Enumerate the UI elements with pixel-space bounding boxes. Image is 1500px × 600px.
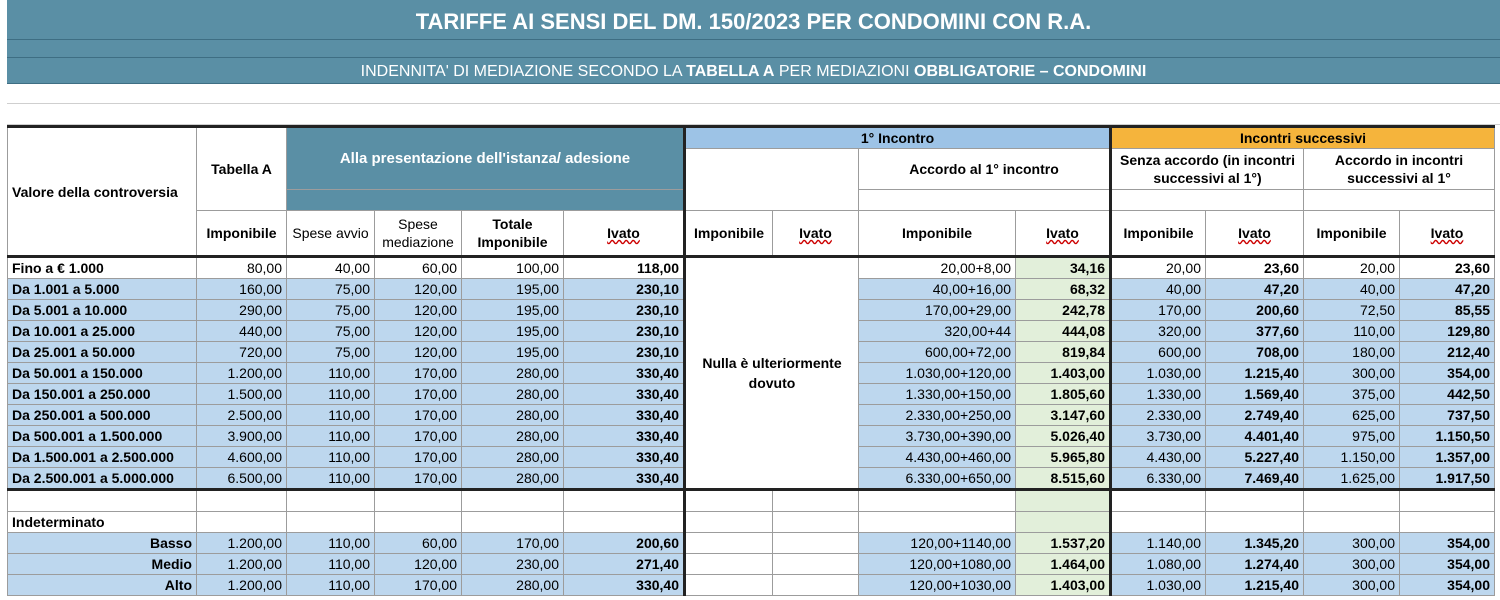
- cell-spese-mediazione: 120,00: [375, 342, 462, 363]
- cell-ivato: 230,10: [564, 300, 685, 321]
- cell-totale-imponibile: 280,00: [462, 575, 564, 596]
- cell-accordo-primo-ivato: 242,78: [1016, 300, 1111, 321]
- cell-imponibile: 80,00: [197, 257, 287, 279]
- table-cell: [1111, 512, 1206, 533]
- header-row: [8, 127, 1495, 149]
- cell-imponibile: 1.200,00: [197, 575, 287, 596]
- table-cell: [1111, 490, 1206, 512]
- cell-accordo-successivi: 300,00: [1304, 554, 1400, 575]
- header-ivato: Ivato: [773, 211, 859, 257]
- header-presentazione: Alla presentazione dell'istanza/ adesione: [287, 127, 685, 190]
- cell-totale-imponibile: 280,00: [462, 384, 564, 405]
- cell-accordo-successivi: 975,00: [1304, 426, 1400, 447]
- header-incontri-successivi: Incontri successivi: [1111, 127, 1495, 149]
- cell-imponibile: 1.200,00: [197, 363, 287, 384]
- cell-imponibile: 6.500,00: [197, 468, 287, 490]
- cell-totale-imponibile: 280,00: [462, 405, 564, 426]
- table-cell: [773, 533, 859, 554]
- header-imponibile: Imponibile: [1111, 211, 1206, 257]
- cell-accordo-successivi: 1.150,00: [1304, 447, 1400, 468]
- header-totale-imponibile: Totale Imponibile: [462, 211, 564, 257]
- cell-senza-accordo-ivato: 23,60: [1206, 257, 1304, 279]
- cell-accordo-successivi-ivato: 442,50: [1400, 384, 1495, 405]
- cell-spese-avvio: 110,00: [287, 575, 375, 596]
- table-cell: [773, 575, 859, 596]
- cell-accordo-primo: 2.330,00+250,00: [859, 405, 1016, 426]
- cell-spese-avvio: 75,00: [287, 300, 375, 321]
- table-cell: [685, 490, 773, 512]
- sheet-subtitle: INDENNITA' DI MEDIAZIONE SECONDO LA TABELLA A PER MEDIAZIONI OBBLIGATORIE – CONDOMINI: [7, 58, 1500, 84]
- cell-accordo-primo-ivato: 1.805,60: [1016, 384, 1111, 405]
- header-spese-mediazione: Spese mediazione: [375, 211, 462, 257]
- cell-accordo-successivi-ivato: 354,00: [1400, 533, 1495, 554]
- range-label: Fino a € 1.000: [8, 257, 197, 279]
- cell-totale-imponibile: 280,00: [462, 468, 564, 490]
- cell-spese-avvio: 110,00: [287, 533, 375, 554]
- cell-spese-avvio: 75,00: [287, 342, 375, 363]
- cell-senza-accordo: 1.080,00: [1111, 554, 1206, 575]
- cell-spese-mediazione: 120,00: [375, 321, 462, 342]
- cell-spese-mediazione: 60,00: [375, 257, 462, 279]
- cell-accordo-successivi-ivato: 129,80: [1400, 321, 1495, 342]
- cell-ivato: 230,10: [564, 279, 685, 300]
- cell-accordo-primo: 20,00+8,00: [859, 257, 1016, 279]
- cell-senza-accordo: 3.730,00: [1111, 426, 1206, 447]
- cell-senza-accordo: 1.140,00: [1111, 533, 1206, 554]
- cell-spese-mediazione: 170,00: [375, 363, 462, 384]
- table-cell: [773, 512, 859, 533]
- cell-imponibile: 4.600,00: [197, 447, 287, 468]
- header-accordo-successivi: Accordo in incontri successivi al 1°: [1304, 149, 1495, 190]
- cell-totale-imponibile: 230,00: [462, 554, 564, 575]
- cell-accordo-primo-ivato: 3.147,60: [1016, 405, 1111, 426]
- header-ivato: Ivato: [564, 211, 685, 257]
- header-accordo-primo: Accordo al 1° incontro: [859, 149, 1111, 190]
- table-row: [8, 257, 1495, 279]
- cell-totale-imponibile: 100,00: [462, 257, 564, 279]
- cell-senza-accordo: 40,00: [1111, 279, 1206, 300]
- table-cell: [564, 512, 685, 533]
- cell-spese-mediazione: 170,00: [375, 384, 462, 405]
- cell-spese-avvio: 40,00: [287, 257, 375, 279]
- table-cell: [773, 490, 859, 512]
- range-label: Da 250.001 a 500.000: [8, 405, 197, 426]
- cell-accordo-primo: 120,00+1030,00: [859, 575, 1016, 596]
- cell-spese-avvio: 110,00: [287, 384, 375, 405]
- range-label: Da 10.001 a 25.000: [8, 321, 197, 342]
- cell-senza-accordo-ivato: 200,60: [1206, 300, 1304, 321]
- cell-accordo-successivi-ivato: 737,50: [1400, 405, 1495, 426]
- header-imponibile: Imponibile: [1304, 211, 1400, 257]
- cell-accordo-primo-ivato: 8.515,60: [1016, 468, 1111, 490]
- table-cell: [375, 512, 462, 533]
- cell-accordo-primo: 600,00+72,00: [859, 342, 1016, 363]
- header-teal-band: [287, 190, 685, 211]
- cell-senza-accordo-ivato: 2.749,40: [1206, 405, 1304, 426]
- cell-accordo-successivi-ivato: 1.917,50: [1400, 468, 1495, 490]
- table-cell: [685, 533, 773, 554]
- cell-spese-avvio: 75,00: [287, 321, 375, 342]
- table-cell: [564, 490, 685, 512]
- header-imponibile: Imponibile: [197, 211, 287, 257]
- cell-accordo-successivi-ivato: 1.357,00: [1400, 447, 1495, 468]
- header-senza-accordo: Senza accordo (in incontri successivi al 1°): [1111, 149, 1304, 190]
- cell-imponibile: 440,00: [197, 321, 287, 342]
- cell-ivato: 230,10: [564, 342, 685, 363]
- cell-senza-accordo: 600,00: [1111, 342, 1206, 363]
- cell-ivato: 200,60: [564, 533, 685, 554]
- cell-senza-accordo-ivato: 5.227,40: [1206, 447, 1304, 468]
- header-row: [8, 211, 1495, 257]
- cell-accordo-successivi-ivato: 354,00: [1400, 575, 1495, 596]
- empty-grid-row: [7, 104, 1500, 125]
- table-cell: [685, 554, 773, 575]
- cell-accordo-primo-ivato: 34,16: [1016, 257, 1111, 279]
- table-row: [8, 512, 1495, 533]
- cell-accordo-primo-ivato: 819,84: [1016, 342, 1111, 363]
- blank-band: [7, 40, 1500, 58]
- range-label: Da 150.001 a 250.000: [8, 384, 197, 405]
- range-label: Da 1.500.001 a 2.500.000: [8, 447, 197, 468]
- cell-imponibile: 1.200,00: [197, 533, 287, 554]
- table-cell: [685, 512, 773, 533]
- cell-accordo-primo: 3.730,00+390,00: [859, 426, 1016, 447]
- cell-accordo-primo-ivato: 1.403,00: [1016, 363, 1111, 384]
- cell-accordo-successivi-ivato: 47,20: [1400, 279, 1495, 300]
- cell-senza-accordo-ivato: 7.469,40: [1206, 468, 1304, 490]
- table-row: [8, 554, 1495, 575]
- cell-imponibile: 720,00: [197, 342, 287, 363]
- cell-senza-accordo: 2.330,00: [1111, 405, 1206, 426]
- cell-senza-accordo: 20,00: [1111, 257, 1206, 279]
- cell-accordo-successivi: 20,00: [1304, 257, 1400, 279]
- cell-imponibile: 160,00: [197, 279, 287, 300]
- cell-accordo-successivi: 180,00: [1304, 342, 1400, 363]
- cell-senza-accordo: 6.330,00: [1111, 468, 1206, 490]
- cell-accordo-successivi: 1.625,00: [1304, 468, 1400, 490]
- cell-spese-mediazione: 60,00: [375, 533, 462, 554]
- cell-spese-mediazione: 120,00: [375, 300, 462, 321]
- table-cell: [462, 512, 564, 533]
- table-cell: [859, 490, 1016, 512]
- cell-totale-imponibile: 195,00: [462, 321, 564, 342]
- cell-imponibile: 1.500,00: [197, 384, 287, 405]
- table-cell: [773, 554, 859, 575]
- cell-spese-mediazione: 170,00: [375, 575, 462, 596]
- indet-label: Alto: [8, 575, 197, 596]
- cell-accordo-primo: 1.330,00+150,00: [859, 384, 1016, 405]
- cell-totale-imponibile: 170,00: [462, 533, 564, 554]
- cell-senza-accordo-ivato: 708,00: [1206, 342, 1304, 363]
- cell-ivato: 271,40: [564, 554, 685, 575]
- header-imponibile: Imponibile: [685, 211, 773, 257]
- table-cell: [287, 490, 375, 512]
- cell-spese-avvio: 110,00: [287, 426, 375, 447]
- header-blank: [1111, 190, 1304, 211]
- cell-senza-accordo-ivato: 4.401,40: [1206, 426, 1304, 447]
- cell-imponibile: 290,00: [197, 300, 287, 321]
- cell-accordo-primo: 320,00+44: [859, 321, 1016, 342]
- cell-spese-mediazione: 120,00: [375, 279, 462, 300]
- cell-senza-accordo: 320,00: [1111, 321, 1206, 342]
- cell-imponibile: 2.500,00: [197, 405, 287, 426]
- sheet-title: TARIFFE AI SENSI DEL DM. 150/2023 PER CONDOMINI CON R.A.: [7, 0, 1500, 40]
- cell-accordo-successivi: 625,00: [1304, 405, 1400, 426]
- table-cell: [1016, 512, 1111, 533]
- cell-senza-accordo: 4.430,00: [1111, 447, 1206, 468]
- cell-spese-mediazione: 170,00: [375, 405, 462, 426]
- cell-totale-imponibile: 195,00: [462, 342, 564, 363]
- header-ivato: Ivato: [1400, 211, 1495, 257]
- table-cell: [287, 512, 375, 533]
- table-cell: [1206, 512, 1304, 533]
- cell-senza-accordo: 1.330,00: [1111, 384, 1206, 405]
- empty-grid-row: [7, 84, 1500, 104]
- cell-spese-mediazione: 120,00: [375, 554, 462, 575]
- cell-totale-imponibile: 280,00: [462, 363, 564, 384]
- cell-ivato: 230,10: [564, 321, 685, 342]
- cell-accordo-primo-ivato: 1.403,00: [1016, 575, 1111, 596]
- table-row: [8, 575, 1495, 596]
- cell-ivato: 330,40: [564, 447, 685, 468]
- cell-ivato: 330,40: [564, 468, 685, 490]
- header-tabella-a: Tabella A: [197, 127, 287, 211]
- cell-ivato: 330,40: [564, 363, 685, 384]
- header-ivato: Ivato: [1206, 211, 1304, 257]
- cell-accordo-primo-ivato: 1.537,20: [1016, 533, 1111, 554]
- cell-senza-accordo: 1.030,00: [1111, 575, 1206, 596]
- cell-spese-mediazione: 170,00: [375, 468, 462, 490]
- cell-accordo-successivi: 300,00: [1304, 533, 1400, 554]
- header-primo-incontro: 1° Incontro: [685, 127, 1111, 149]
- cell-senza-accordo: 1.030,00: [1111, 363, 1206, 384]
- cell-accordo-primo-ivato: 1.464,00: [1016, 554, 1111, 575]
- cell-totale-imponibile: 195,00: [462, 279, 564, 300]
- cell-accordo-successivi: 300,00: [1304, 575, 1400, 596]
- cell-spese-avvio: 110,00: [287, 447, 375, 468]
- table-cell: [1400, 512, 1495, 533]
- table-cell: [1016, 490, 1111, 512]
- cell-accordo-successivi-ivato: 85,55: [1400, 300, 1495, 321]
- cell-totale-imponibile: 280,00: [462, 447, 564, 468]
- header-imponibile: Imponibile: [859, 211, 1016, 257]
- cell-totale-imponibile: 280,00: [462, 426, 564, 447]
- table-cell: [1304, 490, 1400, 512]
- cell-accordo-primo: 120,00+1080,00: [859, 554, 1016, 575]
- indet-label: Medio: [8, 554, 197, 575]
- cell-accordo-primo: 120,00+1140,00: [859, 533, 1016, 554]
- cell-spese-avvio: 110,00: [287, 554, 375, 575]
- range-label: Da 500.001 a 1.500.000: [8, 426, 197, 447]
- cell-senza-accordo-ivato: 1.345,20: [1206, 533, 1304, 554]
- cell-imponibile: 3.900,00: [197, 426, 287, 447]
- cell-accordo-primo: 40,00+16,00: [859, 279, 1016, 300]
- header-valore: Valore della controversia: [8, 127, 197, 257]
- cell-accordo-successivi-ivato: 212,40: [1400, 342, 1495, 363]
- tariff-table: [7, 125, 1495, 596]
- table-cell: [197, 490, 287, 512]
- header-blank: [1304, 190, 1495, 211]
- cell-accordo-successivi: 110,00: [1304, 321, 1400, 342]
- table-cell: [685, 575, 773, 596]
- header-spese-avvio: Spese avvio: [287, 211, 375, 257]
- cell-totale-imponibile: 195,00: [462, 300, 564, 321]
- cell-imponibile: 1.200,00: [197, 554, 287, 575]
- cell-senza-accordo-ivato: 1.274,40: [1206, 554, 1304, 575]
- cell-accordo-primo-ivato: 5.026,40: [1016, 426, 1111, 447]
- cell-accordo-primo-ivato: 444,08: [1016, 321, 1111, 342]
- cell-accordo-primo-ivato: 68,32: [1016, 279, 1111, 300]
- indeterminato-label: [8, 490, 197, 512]
- table-cell: [1304, 512, 1400, 533]
- cell-spese-mediazione: 170,00: [375, 447, 462, 468]
- cell-accordo-successivi-ivato: 23,60: [1400, 257, 1495, 279]
- cell-accordo-primo: 1.030,00+120,00: [859, 363, 1016, 384]
- cell-accordo-successivi-ivato: 354,00: [1400, 554, 1495, 575]
- cell-accordo-successivi: 40,00: [1304, 279, 1400, 300]
- indet-label: Basso: [8, 533, 197, 554]
- range-label: Da 5.001 a 10.000: [8, 300, 197, 321]
- cell-accordo-primo-ivato: 5.965,80: [1016, 447, 1111, 468]
- cell-senza-accordo-ivato: 1.569,40: [1206, 384, 1304, 405]
- range-label: Da 50.001 a 150.000: [8, 363, 197, 384]
- header-blank: [685, 149, 859, 211]
- cell-ivato: 118,00: [564, 257, 685, 279]
- cell-ivato: 330,40: [564, 575, 685, 596]
- cell-accordo-successivi: 72,50: [1304, 300, 1400, 321]
- cell-accordo-successivi-ivato: 1.150,50: [1400, 426, 1495, 447]
- table-cell: [1400, 490, 1495, 512]
- cell-senza-accordo-ivato: 47,20: [1206, 279, 1304, 300]
- table-cell: [1206, 490, 1304, 512]
- cell-accordo-successivi: 375,00: [1304, 384, 1400, 405]
- cell-spese-avvio: 110,00: [287, 363, 375, 384]
- cell-ivato: 330,40: [564, 426, 685, 447]
- cell-accordo-primo: 6.330,00+650,00: [859, 468, 1016, 490]
- table-row: [8, 533, 1495, 554]
- header-ivato: Ivato: [1016, 211, 1111, 257]
- range-label: Da 2.500.001 a 5.000.000: [8, 468, 197, 490]
- indeterminato-label: Indeterminato: [8, 512, 197, 533]
- cell-spese-avvio: 110,00: [287, 405, 375, 426]
- cell-ivato: 330,40: [564, 384, 685, 405]
- table-cell: [375, 490, 462, 512]
- range-label: Da 25.001 a 50.000: [8, 342, 197, 363]
- table-cell: [462, 490, 564, 512]
- cell-spese-avvio: 110,00: [287, 468, 375, 490]
- cell-accordo-primo: 4.430,00+460,00: [859, 447, 1016, 468]
- table-cell: [859, 512, 1016, 533]
- cell-spese-avvio: 75,00: [287, 279, 375, 300]
- table-row: [8, 490, 1495, 512]
- header-blank: [859, 190, 1111, 211]
- cell-ivato: 330,40: [564, 405, 685, 426]
- cell-accordo-successivi: 300,00: [1304, 363, 1400, 384]
- cell-senza-accordo: 170,00: [1111, 300, 1206, 321]
- cell-senza-accordo-ivato: 377,60: [1206, 321, 1304, 342]
- range-label: Da 1.001 a 5.000: [8, 279, 197, 300]
- cell-senza-accordo-ivato: 1.215,40: [1206, 575, 1304, 596]
- nulla-dovuto-note: Nulla è ulteriormente dovuto: [685, 257, 859, 490]
- cell-accordo-primo: 170,00+29,00: [859, 300, 1016, 321]
- cell-spese-mediazione: 170,00: [375, 426, 462, 447]
- cell-accordo-successivi-ivato: 354,00: [1400, 363, 1495, 384]
- cell-senza-accordo-ivato: 1.215,40: [1206, 363, 1304, 384]
- table-cell: [197, 512, 287, 533]
